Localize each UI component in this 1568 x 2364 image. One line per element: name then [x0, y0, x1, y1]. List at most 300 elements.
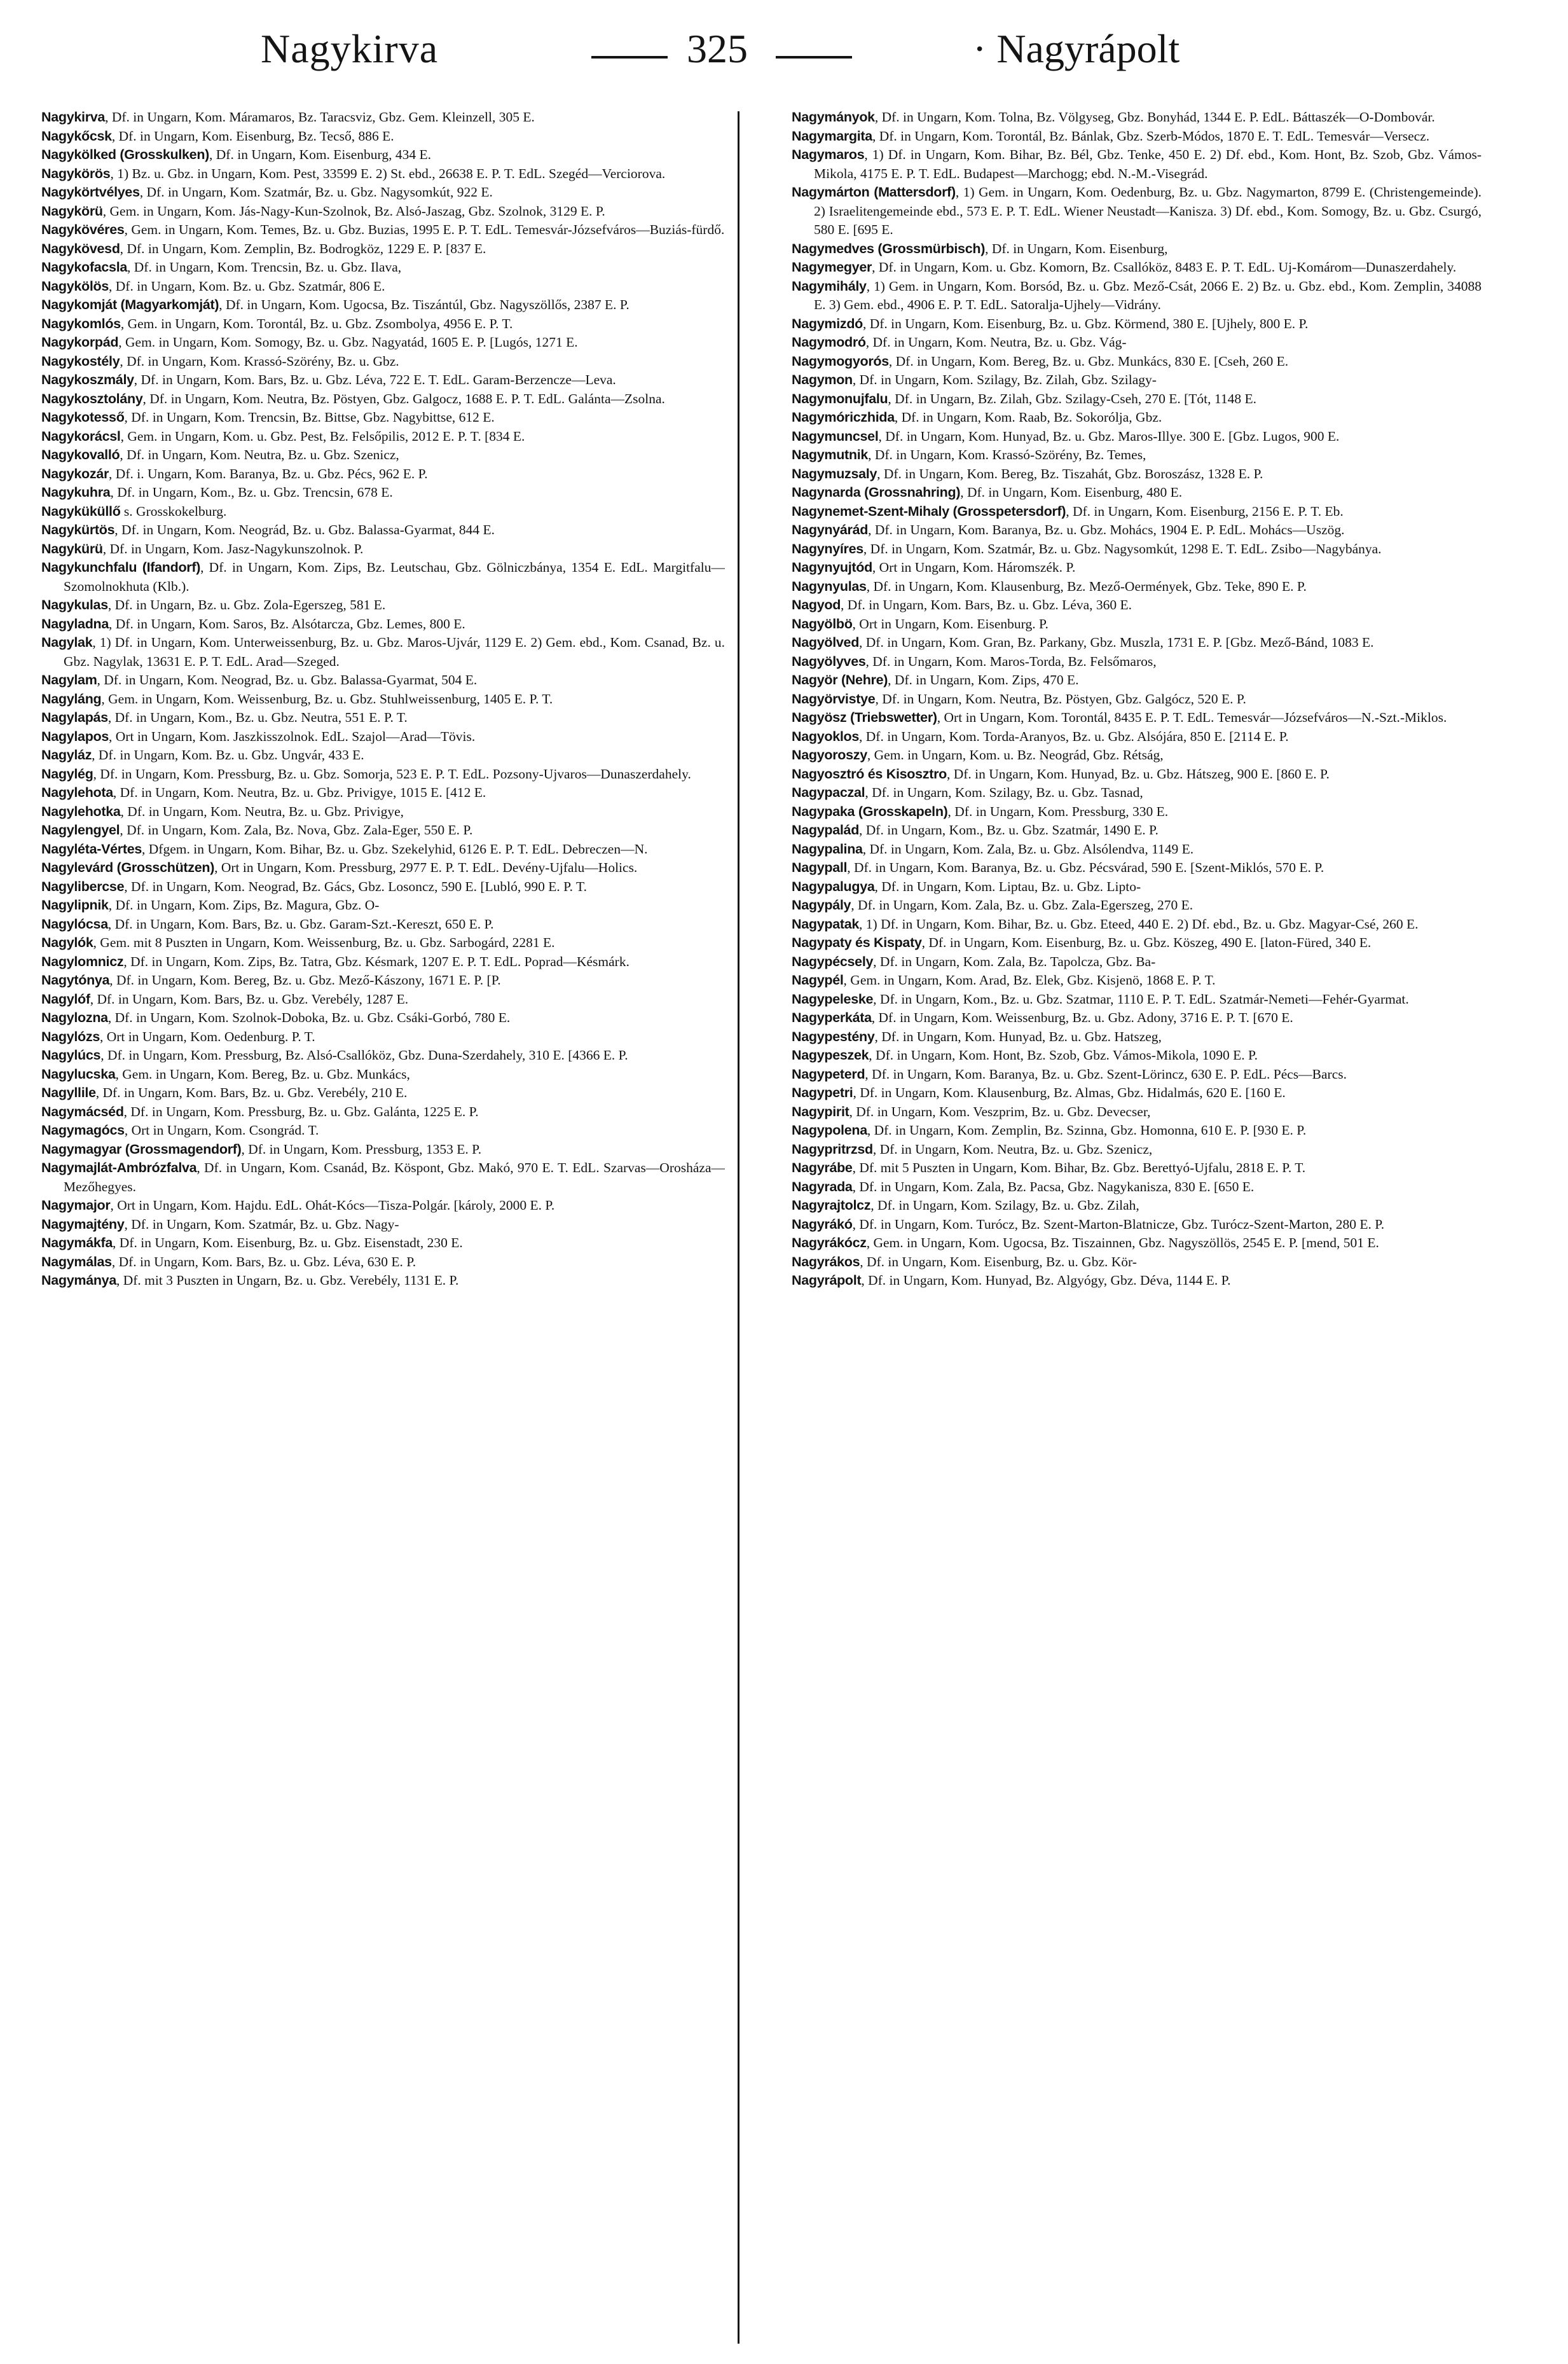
- gazetteer-entry: [6, 465, 725, 484]
- entry-description: , Df. in Ungarn, Kom. Szilagy, Bz. u. Gbz. Tasnad,: [865, 785, 1143, 800]
- entry-headword: Nagymajor: [41, 1198, 111, 1213]
- entry-description: , Df. in Ungarn, Kom. Hunyad, Bz. u. Gbz. Hátszeg, 900 E. [860 E. P.: [947, 766, 1330, 782]
- entry-headword: Nagyölved: [792, 635, 860, 650]
- entry-headword: Nagyölyves: [792, 653, 866, 669]
- entry-description: , Ort in Ungarn, Kom. Oedenburg. P. T.: [100, 1028, 315, 1044]
- entry-description: , Df. in Ungarn, Kom. Bars, Bz. u. Gbz. Léva, 360 E.: [841, 597, 1132, 612]
- entry-headword: Nagypeleske: [792, 991, 874, 1007]
- entry-headword: Nagylucska: [41, 1066, 116, 1082]
- gazetteer-entry: [757, 352, 1482, 371]
- entry-description: , Df. in Ungarn, Kom. Szilagy, Bz. u. Gbz. Zilah,: [870, 1198, 1139, 1213]
- entry-description: , Ort in Ungarn, Kom. Háromszék. P.: [872, 560, 1076, 575]
- entry-description: , Df. in Ungarn, Kom. Szilagy, Bz. Zilah, Gbz. Szilagy-: [852, 372, 1157, 387]
- entry-description: , Ort in Ungarn, Kom. Pressburg, 2977 E. P. T. EdL. Devény-Ujfalu—Holics.: [214, 860, 638, 875]
- entry-description: , Df. in Ungarn, Kom. Bars, Bz. u. Gbz. Léva, 722 E. T. EdL. Garam-Berzencze—Leva.: [134, 372, 616, 387]
- entry-description: , 1) Df. in Ungarn, Kom. Bihar, Bz. Bél, Gbz. Tenke, 450 E. 2) Df. ebd., Kom. Hont, Bz. Szob, Gbz. Vámos-Mikola, 4175 E. P. T. EdL. Budapest—Marchogg; ebd. N.-M.-Visegrád.: [814, 147, 1482, 181]
- entry-headword: Nagymon: [792, 372, 853, 387]
- entry-headword: Nagymánya: [41, 1273, 116, 1288]
- gazetteer-entry: [757, 934, 1482, 953]
- page-header: [0, 25, 1568, 95]
- gazetteer-entry: [6, 258, 725, 277]
- gazetteer-entry: [757, 315, 1482, 334]
- entry-headword: Nagykostély: [41, 353, 120, 369]
- gazetteer-entry: [757, 765, 1482, 784]
- gazetteer-entry: [6, 108, 725, 127]
- entry-description: , Gem. mit 8 Puszten in Ungarn, Kom. Weissenburg, Bz. u. Gbz. Sarbogárd, 2281 E.: [93, 935, 555, 950]
- gazetteer-entry: [757, 784, 1482, 803]
- gazetteer-entry: [757, 183, 1482, 240]
- entry-headword: Nagykörtvélyes: [41, 184, 140, 200]
- entry-headword: Nagylapos: [41, 728, 109, 744]
- entry-description: , Df. in Ungarn, Kom. Turócz, Bz. Szent-Marton-Blatnicze, Gbz. Turócz-Szent-Marton, 280 E. P.: [852, 1216, 1385, 1232]
- entry-headword: Nagykürtös: [41, 522, 115, 537]
- gazetteer-entry: [6, 859, 725, 878]
- gazetteer-entry: [6, 990, 725, 1009]
- entry-description: , Df. in Ungarn, Kom. Zips, Bz. Tatra, Gbz. Késmark, 1207 E. P. T. EdL. Poprad—Késmárk.: [123, 953, 629, 969]
- entry-headword: Nagyoklos: [792, 728, 860, 744]
- entry-headword: Nagymányok: [792, 109, 875, 125]
- entry-description: , Df. in Ungarn, Kom. Bars, Bz. u. Gbz. Verebély, 210 E.: [95, 1085, 408, 1100]
- entry-description: , Df. in Ungarn, Kom. Csanád, Bz. Köspont, Gbz. Makó, 970 E. T. EdL. Szarvas—Orosháza—Mezőhegyes.: [64, 1160, 725, 1194]
- entry-headword: Nagyod: [792, 597, 841, 612]
- entry-headword: Nagyrada: [792, 1179, 853, 1194]
- entry-description: , Df. in Ungarn, Bz. Zilah, Gbz. Szilagy-Cseh, 270 E. [Tót, 1148 E.: [888, 391, 1256, 406]
- entry-description: , Df. in Ungarn, Kom. Krassó-Szörény, Bz. Temes,: [868, 447, 1146, 462]
- gazetteer-entry: [6, 502, 725, 522]
- gazetteer-entry: [6, 633, 725, 671]
- entry-headword: Nagymutnik: [792, 447, 869, 462]
- entry-headword: Nagypály: [792, 897, 851, 913]
- gazetteer-entry: [6, 1028, 725, 1047]
- entry-headword: Nagykomlós: [41, 315, 121, 331]
- entry-description: , Df. in Ungarn, Kom. Pressburg, Bz. u. Gbz. Somorja, 523 E. P. T. EdL. Pozsony-Ujvaros—Dunaszerdahely.: [93, 766, 691, 782]
- entry-description: , Df. in Ungarn, Kom. Eisenburg, 434 E.: [209, 147, 431, 162]
- gazetteer-entry: [6, 315, 725, 334]
- entry-headword: Nagylóf: [41, 991, 90, 1007]
- entry-headword: Nagylók: [41, 935, 93, 950]
- entry-headword: Nagykölked (Grosskulken): [41, 147, 210, 162]
- entry-description: , Df. in Ungarn, Kom. Zemplin, Bz. Szinna, Gbz. Homonna, 610 E. P. [930 E. P.: [867, 1123, 1307, 1138]
- entry-headword: Nagypél: [792, 972, 844, 988]
- entry-headword: Nagypalád: [792, 822, 860, 838]
- entry-description: , Ort in Ungarn, Kom. Hajdu. EdL. Ohát-Kócs—Tisza-Polgár. [károly, 2000 E. P.: [110, 1198, 555, 1213]
- entry-description: , Df. in Ungarn, Kom. Hunyad, Bz. Algyógy, Gbz. Déva, 1144 E. P.: [861, 1273, 1231, 1288]
- gazetteer-entry: [6, 558, 725, 596]
- gazetteer-entry: [757, 878, 1482, 897]
- entry-description: , Df. in Ungarn, Kom. Máramaros, Bz. Taracsviz, Gbz. Gem. Kleinzell, 305 E.: [105, 109, 535, 125]
- entry-description: , Df. in Ungarn, Kom. Szatmár, Bz. u. Gbz. Nagysomkút, 922 E.: [139, 184, 493, 200]
- gazetteer-entry: [757, 558, 1482, 577]
- entry-description: , Ort in Ungarn, Kom. Eisenburg. P.: [852, 616, 1049, 632]
- gazetteer-entry: [757, 1121, 1482, 1140]
- entry-description: , Df. in Ungarn, Kom. Zips, Bz. Leutschau, Gbz. Gölniczbánya, 1354 E. EdL. Margitfalu—Szomolnokhuta (Klb.).: [64, 560, 725, 594]
- gazetteer-entry: [6, 390, 725, 409]
- entry-description: , Df. in Ungarn, Kom. Klausenburg, Bz. Mező-Oermények, Gbz. Teke, 890 E. P.: [866, 578, 1307, 594]
- entry-description: , Df. in Ungarn, Kom. Neograd, Bz. Gács, Gbz. Losoncz, 590 E. [Lubló, 990 E. P. T.: [124, 878, 587, 894]
- entry-headword: Nagyölbö: [792, 616, 853, 632]
- running-head-first-entry: Nagykirva: [261, 26, 439, 71]
- entry-description: , Df. in Ungarn, Kom. Zala, Bz. u. Gbz. Alsólendva, 1149 E.: [862, 841, 1194, 857]
- entry-description: , Df. in Ungarn, Kom., Bz. u. Gbz. Szatmar, 1110 E. P. T. EdL. Szatmár-Nemeti—Fehér-Gyarmat.: [873, 991, 1409, 1007]
- gazetteer-entry: [757, 633, 1482, 653]
- gazetteer-entry: [757, 465, 1482, 484]
- entry-headword: Nagykulas: [41, 597, 108, 612]
- gazetteer-entry: [757, 1028, 1482, 1047]
- entry-headword: Nagykunchfalu (Ifandorf): [41, 560, 201, 575]
- gazetteer-entry: [6, 915, 725, 934]
- column-divider: [738, 111, 739, 2344]
- gazetteer-entry: [6, 371, 725, 390]
- entry-headword: Nagymálas: [41, 1254, 112, 1269]
- gazetteer-entry: [6, 690, 725, 709]
- entry-description: , Df. in Ungarn, Bz. u. Gbz. Zola-Egerszeg, 581 E.: [107, 597, 386, 612]
- entry-headword: Nagymácséd: [41, 1103, 124, 1119]
- gazetteer-entry: [757, 915, 1482, 934]
- entry-headword: Nagyrákó: [792, 1216, 853, 1232]
- entry-description: , Df. in Ungarn, Kom. Tolna, Bz. Völgyseg, Gbz. Bonyhád, 1344 E. P. EdL. Báttaszék—O-Dombovár.: [874, 109, 1435, 125]
- gazetteer-entry: [757, 859, 1482, 878]
- gazetteer-entry: [757, 690, 1482, 709]
- entry-headword: Nagykosztolány: [41, 391, 143, 406]
- gazetteer-entry: [757, 333, 1482, 352]
- gazetteer-entry: [6, 521, 725, 540]
- entry-description: , Df. in Ungarn, Kom. Bz. u. Gbz. Szatmár, 806 E.: [109, 278, 385, 294]
- gazetteer-entry: [6, 221, 725, 240]
- gazetteer-entry: [6, 1009, 725, 1028]
- entry-description: , Df. in Ungarn, Kom. Pressburg, Bz. u. Gbz. Galánta, 1225 E. P.: [123, 1103, 479, 1119]
- entry-headword: Nagyladna: [41, 616, 109, 632]
- entry-description: , Df. mit 5 Puszten in Ungarn, Kom. Bihar, Bz. Gbz. Berettyó-Ujfalu, 2818 E. P. T.: [852, 1160, 1306, 1175]
- entry-headword: Nagypolena: [792, 1123, 867, 1138]
- entry-headword: Nagylevárd (Grosschützen): [41, 860, 215, 875]
- gazetteer-entry: [6, 146, 725, 165]
- entry-description: , Df. in Ungarn, Kom. Bereg, Bz. u. Gbz. Mező-Kászony, 1671 E. P. [P.: [109, 972, 501, 988]
- entry-description: , 1) Df. in Ungarn, Kom. Bihar, Bz. u. Gbz. Eteed, 440 E. 2) Df. ebd., Bz. u. Gbz. Magyar-Csé, 260 E.: [859, 916, 1419, 932]
- gazetteer-entry: [6, 1065, 725, 1084]
- entry-headword: Nagymárton (Mattersdorf): [792, 184, 956, 200]
- gazetteer-entry: [757, 1234, 1482, 1253]
- entry-headword: Nagymóriczhida: [792, 410, 895, 425]
- entry-headword: Nagymogyorós: [792, 353, 889, 369]
- entry-description: , Ort in Ungarn, Kom. Torontál, 8435 E. P. T. EdL. Temesvár—Józsefváros—N.-Szt.-Miklos.: [937, 710, 1447, 725]
- entry-description: , Df. in Ungarn, Kom. Baranya, Bz. u. Gbz. Pécsvárad, 590 E. [Szent-Miklós, 570 E. P.: [847, 860, 1324, 875]
- entry-headword: Nagykőcsk: [41, 128, 112, 144]
- gazetteer-entry: [6, 165, 725, 184]
- entry-headword: Nagyör (Nehre): [792, 672, 888, 688]
- gazetteer-entry: [6, 1234, 725, 1253]
- entry-description: , Df. in Ungarn, Kom. Bars, Bz. u. Gbz. Léva, 630 E. P.: [111, 1254, 416, 1269]
- entry-headword: Nagykovalló: [41, 447, 120, 462]
- gazetteer-entry: [757, 1084, 1482, 1103]
- entry-headword: Nagypatak: [792, 916, 860, 932]
- gazetteer-entry: [6, 671, 725, 690]
- entry-description: , Df. in Ungarn, Kom. Raab, Bz. Sokorólja, Gbz.: [894, 410, 1162, 425]
- entry-headword: Nagymodró: [792, 335, 866, 350]
- gazetteer-entry: [757, 1065, 1482, 1084]
- entry-headword: Nagymajlát-Ambrózfalva: [41, 1160, 197, 1175]
- gazetteer-entry: [6, 1215, 725, 1234]
- entry-description: , Df. in Ungarn, Kom. Jasz-Nagykunszolnok. P.: [102, 541, 364, 556]
- entry-headword: Nagypaty és Kispaty: [792, 935, 922, 950]
- entry-headword: Nagylég: [41, 766, 93, 782]
- entry-headword: Nagymonujfalu: [792, 391, 888, 406]
- entry-description: , Df. in Ungarn, Kom. Szatmár, Bz. u. Gbz. Nagysomkút, 1298 E. T. EdL. Zsibo—Nagybánya.: [863, 541, 1382, 556]
- entry-headword: Nagymagyar (Grossmagendorf): [41, 1141, 242, 1157]
- gazetteer-entry: [757, 1178, 1482, 1197]
- gazetteer-entry: [6, 352, 725, 371]
- entry-headword: Nagynyujtód: [792, 560, 872, 575]
- entry-description: , Df. in Ungarn, Kom. Zala, Bz. Pacsa, Gbz. Nagykanisza, 830 E. [650 E.: [852, 1179, 1255, 1194]
- entry-headword: Nagylozna: [41, 1010, 108, 1025]
- entry-headword: Nagynyulas: [792, 578, 867, 594]
- entry-description: , Df. in Ungarn, Kom. Zala, Bz. u. Gbz. Zala-Egerszeg, 270 E.: [851, 897, 1193, 913]
- gazetteer-entry: [6, 127, 725, 146]
- entry-description: , Df. in Ungarn, Kom. Neutra, Bz. u. Gbz. Vág-: [865, 335, 1127, 350]
- gazetteer-entry: [6, 408, 725, 427]
- entry-description: , Gem. in Ungarn, Kom. Ugocsa, Bz. Tiszainnen, Gbz. Nagyszöllös, 2545 E. P. [mend, 501 E.: [866, 1235, 1379, 1250]
- entry-headword: Nagynyárád: [792, 522, 869, 537]
- entry-description: , Ort in Ungarn, Kom. Csongrád. T.: [124, 1123, 319, 1138]
- entry-description: , Df. in Ungarn, Kom. Pressburg, 330 E.: [947, 803, 1169, 819]
- gazetteer-entry: [6, 953, 725, 972]
- entry-headword: Nagykorpád: [41, 335, 119, 350]
- gazetteer-entry: [757, 127, 1482, 146]
- entry-description: , Df. in Ungarn, Kom. Maros-Torda, Bz. Felsőmaros,: [865, 653, 1157, 669]
- entry-headword: Nagylomnicz: [41, 953, 124, 969]
- entry-headword: Nagylózs: [41, 1028, 100, 1044]
- gazetteer-entry: [757, 1196, 1482, 1215]
- entry-headword: Nagymákfa: [41, 1235, 113, 1250]
- gazetteer-entry: [757, 1009, 1482, 1028]
- entry-headword: Nagypeszek: [792, 1047, 869, 1063]
- entry-description: s. Grosskokelburg.: [120, 503, 227, 519]
- entry-headword: Nagypestény: [792, 1028, 875, 1044]
- header-dash-right: [776, 56, 852, 59]
- entry-headword: Nagylengyel: [41, 822, 120, 838]
- entry-description: , Df. in Ungarn, Kom. Neutra, Bz. u. Gbz. Privigye, 1015 E. [412 E.: [113, 785, 486, 800]
- entry-description: , Df. in Ungarn, Kom. Eisenburg, 2156 E. P. T. Eb.: [1066, 503, 1344, 519]
- entry-description: , Df. in Ungarn, Kom. Pressburg, 1353 E. P.: [241, 1141, 482, 1157]
- entry-description: , Df. in Ungarn, Kom. Eisenburg, Bz. u. Gbz. Kör-: [860, 1254, 1137, 1269]
- left-column: [6, 108, 725, 2347]
- entry-description: , Gem. in Ungarn, Kom. Weissenburg, Bz. u. Gbz. Stuhlweissenburg, 1405 E. P. T.: [101, 691, 553, 707]
- entry-description: , Df. in Ungarn, Kom. Eisenburg, Bz. Tecső, 886 E.: [111, 128, 394, 144]
- entry-description: , Gem. in Ungarn, Kom. u. Gbz. Pest, Bz. Felsőpilis, 2012 E. P. T. [834 E.: [120, 428, 525, 444]
- entry-description: , Df. in Ungarn, Kom. Hont, Bz. Szob, Gbz. Vámos-Mikola, 1090 E. P.: [869, 1047, 1258, 1063]
- gazetteer-entry: [6, 240, 725, 259]
- entry-description: , Gem. in Ungarn, Kom. u. Bz. Neográd, Gbz. Rétság,: [867, 747, 1164, 763]
- gazetteer-entry: [6, 596, 725, 615]
- gazetteer-entry: [757, 615, 1482, 634]
- entry-description: , Df. in Ungarn, Kom., Bz. u. Gbz. Neutra, 551 E. P. T.: [107, 710, 408, 725]
- gazetteer-entry: [757, 1046, 1482, 1065]
- entry-headword: Nagymargita: [792, 128, 872, 144]
- gazetteer-entry: [757, 258, 1482, 277]
- entry-headword: Nagykomját (Magyarkomját): [41, 297, 219, 312]
- gazetteer-entry: [757, 1103, 1482, 1122]
- entry-headword: Nagypalugya: [792, 878, 875, 894]
- entry-headword: Nagypetri: [792, 1085, 853, 1100]
- entry-description: , Df. in Ungarn, Kom. Eisenburg, Bz. u. Gbz. Köszeg, 490 E. [laton-Füred, 340 E.: [921, 935, 1372, 950]
- entry-description: , 1) Df. in Ungarn, Kom. Unterweissenburg, Bz. u. Gbz. Maros-Ujvár, 1129 E. 2) Gem. ebd., Kom. Csanad, Bz. u. Gbz. Nagylak, 13631 E. P. T. EdL. Arad—Szeged.: [64, 635, 725, 669]
- entry-description: , Df. in Ungarn, Kom. Torda-Aranyos, Bz. u. Gbz. Alsójára, 850 E. [2114 E. P.: [859, 728, 1289, 744]
- gazetteer-entry: [6, 896, 725, 915]
- gazetteer-entry: [757, 821, 1482, 840]
- entry-headword: Nagykoszmály: [41, 372, 134, 387]
- gazetteer-entry: [6, 878, 725, 897]
- entry-description: , Df. in Ungarn, Kom. Trencsin, Bz. u. Gbz. Ilava,: [127, 259, 402, 275]
- gazetteer-entry: [757, 746, 1482, 765]
- gazetteer-entry: [757, 1253, 1482, 1272]
- entry-headword: Nagymedves (Grossmürbisch): [792, 240, 986, 256]
- gazetteer-entry: [757, 427, 1482, 446]
- gazetteer-entry: [757, 671, 1482, 690]
- entry-description: , Dfgem. in Ungarn, Kom. Bihar, Bz. u. Gbz. Szekelyhid, 6126 E. P. T. EdL. Debreczen—N.: [142, 841, 648, 857]
- entry-headword: Nagyrajtolcz: [792, 1198, 871, 1213]
- entry-headword: Nagykövéres: [41, 222, 125, 237]
- gazetteer-entry: [757, 240, 1482, 259]
- entry-headword: Nagykörü: [41, 203, 103, 219]
- entry-description: , Df. in Ungarn, Kom. Neutra, Bz. Pöstyen, Gbz. Galgócz, 520 E. P.: [875, 691, 1246, 707]
- entry-headword: Nagylócsa: [41, 916, 108, 932]
- entry-headword: Nagymajtény: [41, 1216, 125, 1232]
- entry-description: , Df. in Ungarn, Kom. Zala, Bz. Nova, Gbz. Zala-Eger, 550 E. P.: [120, 822, 473, 838]
- entry-headword: Nagypaka (Grosskapeln): [792, 803, 948, 819]
- gazetteer-entry: [6, 971, 725, 990]
- entry-headword: Nagyperkáta: [792, 1010, 872, 1025]
- entry-description: , Df. in Ungarn, Kom. u. Gbz. Komorn, Bz. Csallóköz, 8483 E. P. T. EdL. Uj-Komárom—Dunaszerdahely.: [872, 259, 1457, 275]
- entry-description: , Gem. in Ungarn, Kom. Somogy, Bz. u. Gbz. Nagyatád, 1605 E. P. [Lugós, 1271 E.: [118, 335, 578, 350]
- entry-headword: Nagykorácsl: [41, 428, 121, 444]
- gazetteer-entry: [6, 1253, 725, 1272]
- entry-headword: Nagypall: [792, 860, 848, 875]
- entry-headword: Nagymegyer: [792, 259, 872, 275]
- right-column: [757, 108, 1482, 2347]
- entry-headword: Nagykürü: [41, 541, 103, 556]
- entry-headword: Nagykuhra: [41, 485, 111, 500]
- gazetteer-entry: [6, 1084, 725, 1103]
- gazetteer-entry: [6, 709, 725, 728]
- entry-headword: Nagypeterd: [792, 1066, 865, 1082]
- entry-description: , Df. in Ungarn, Kom. Neutra, Bz. u. Gbz. Privigye,: [120, 803, 404, 819]
- entry-headword: Nagylak: [41, 635, 93, 650]
- gazetteer-entry: [757, 540, 1482, 559]
- entry-description: , Df. in Ungarn, Kom. Neutra, Bz. u. Gbz. Szenicz,: [872, 1141, 1153, 1157]
- entry-description: , Df. in Ungarn, Kom. Weissenburg, Bz. u. Gbz. Adony, 3716 E. P. T. [670 E.: [871, 1010, 1293, 1025]
- entry-headword: Nagyllile: [41, 1085, 96, 1100]
- entry-headword: Nagyküküllő: [41, 503, 121, 519]
- entry-headword: Nagynyíres: [792, 541, 863, 556]
- gazetteer-entry: [6, 728, 725, 747]
- gazetteer-entry: [757, 1140, 1482, 1159]
- gazetteer-entry: [6, 840, 725, 859]
- gazetteer-entry: [6, 183, 725, 202]
- entry-headword: Nagylipnik: [41, 897, 109, 913]
- gazetteer-entry: [6, 202, 725, 221]
- entry-description: , Df. in Ungarn, Kom. Bereg, Bz. Tiszahát, Gbz. Boroszász, 1328 E. P.: [877, 466, 1263, 481]
- entry-description: , Df. in Ungarn, Kom. Hunyad, Bz. u. Gbz. Hatszeg,: [874, 1028, 1162, 1044]
- gazetteer-entry: [757, 446, 1482, 465]
- entry-headword: Nagylúcs: [41, 1047, 101, 1063]
- gazetteer-entry: [6, 333, 725, 352]
- gazetteer-entry: [757, 990, 1482, 1009]
- entry-headword: Nagykotesső: [41, 410, 125, 425]
- gazetteer-entry: [757, 896, 1482, 915]
- gazetteer-entry: [757, 502, 1482, 522]
- gazetteer-entry: [6, 803, 725, 822]
- gazetteer-entry: [6, 1159, 725, 1196]
- entry-description: , Df. in Ungarn, Kom. Zemplin, Bz. Bodrogköz, 1229 E. P. [837 E.: [120, 240, 486, 256]
- entry-description: , Df. in Ungarn, Kom. Bz. u. Gbz. Ungvár, 433 E.: [92, 747, 364, 763]
- entry-headword: Nagymuzsaly: [792, 466, 877, 481]
- gazetteer-entry: [757, 1215, 1482, 1234]
- entry-headword: Nagymagócs: [41, 1123, 125, 1138]
- entry-description: , Df. in Ungarn, Kom. Zips, Bz. Magura, Gbz. O-: [108, 897, 380, 913]
- gazetteer-entry: [6, 821, 725, 840]
- gazetteer-entry: [757, 277, 1482, 315]
- entry-description: , 1) Gem. in Ungarn, Kom. Oedenburg, Bz. u. Gbz. Nagymarton, 8799 E. (Christengemeinde). 2) Israelitengemeinde ebd., 573 E. P. T. EdL. Wiener Neustadt—Kanisza. 3) Df. ebd., Kom. Somogy, Bz. u. Gbz. Csurgó, 580 E. [695 E.: [814, 184, 1482, 237]
- gazetteer-entry: [6, 765, 725, 784]
- gazetteer-entry: [757, 483, 1482, 502]
- entry-headword: Nagyrábe: [792, 1160, 853, 1175]
- entry-description: , Df. in Ungarn, Kom. Trencsin, Bz. Bittse, Gbz. Nagybittse, 612 E.: [124, 410, 495, 425]
- gazetteer-entry: [6, 483, 725, 502]
- gazetteer-entry: [757, 1159, 1482, 1178]
- entry-description: , Df. in Ungarn, Kom. Neograd, Bz. u. Gbz. Balassa-Gyarmat, 504 E.: [97, 672, 478, 688]
- entry-headword: Nagyoroszy: [792, 747, 867, 763]
- gazetteer-entry: [6, 1271, 725, 1290]
- entry-headword: Nagypaczal: [792, 785, 865, 800]
- gazetteer-entry: [6, 1196, 725, 1215]
- gazetteer-entry: [6, 277, 725, 296]
- entry-description: , Df. in Ungarn, Kom. Neutra, Bz. Pöstyen, Gbz. Galgocz, 1688 E. P. T. EdL. Galánta—Zsolna.: [142, 391, 665, 406]
- gazetteer-entry: [757, 521, 1482, 540]
- entry-description: , Df. in Ungarn, Kom. Klausenburg, Bz. Almas, Gbz. Hidalmás, 620 E. [160 E.: [853, 1085, 1286, 1100]
- entry-headword: Nagynarda (Grossnahring): [792, 485, 961, 500]
- gazetteer-entry: [757, 596, 1482, 615]
- entry-description: , 1) Gem. in Ungarn, Kom. Borsód, Bz. u. Gbz. Mező-Csát, 2066 E. 2) Bz. u. Gbz. ebd., Kom. Zemplin, 34088 E. 3) Gem. ebd., 4906 E. P. T. EdL. Satoralja-Ujhely—Vidrány.: [814, 278, 1482, 312]
- entry-description: , Df. in Ungarn, Kom. Zips, 470 E.: [888, 672, 1079, 688]
- entry-headword: Nagykövesd: [41, 240, 120, 256]
- gazetteer-entry: [6, 296, 725, 315]
- entry-description: , Df. in Ungarn, Kom. Veszprim, Bz. u. Gbz. Devecser,: [849, 1103, 1151, 1119]
- gazetteer-entry: [757, 146, 1482, 183]
- entry-description: , Gem. in Ungarn, Kom. Temes, Bz. u. Gbz. Buzias, 1995 E. P. T. EdL. Temesvár-Józsefváros—Buziás-fürdő.: [124, 222, 725, 237]
- gazetteer-entry: [757, 371, 1482, 390]
- entry-description: , Df. in Ungarn, Kom. Szatmár, Bz. u. Gbz. Nagy-: [124, 1216, 399, 1232]
- gazetteer-entry: [757, 577, 1482, 597]
- gazetteer-entry: [757, 390, 1482, 409]
- entry-description: , Df. in Ungarn, Kom. Baranya, Bz. u. Gbz. Szent-Lörincz, 630 E. P. EdL. Pécs—Barcs.: [865, 1066, 1347, 1082]
- entry-headword: Nagylibercse: [41, 878, 125, 894]
- entry-headword: Nagykozár: [41, 466, 109, 481]
- entry-headword: Nagylehotka: [41, 803, 121, 819]
- entry-description: , Df. in Ungarn, Kom. Hunyad, Bz. u. Gbz. Maros-Illye. 300 E. [Gbz. Lugos, 900 E.: [878, 428, 1340, 444]
- entry-description: , Ort in Ungarn, Kom. Jaszkisszolnok. EdL. Szajol—Arad—Tövis.: [109, 728, 476, 744]
- entry-headword: Nagymuncsel: [792, 428, 879, 444]
- entry-headword: Nagyosztró és Kisosztro: [792, 766, 947, 782]
- entry-description: , Df. in Ungarn, Kom. Bereg, Bz. u. Gbz. Munkács, 830 E. [Cseh, 260 E.: [888, 353, 1289, 369]
- running-head-last-entry: · Nagyrápolt: [973, 26, 1180, 71]
- gazetteer-entry: [6, 1121, 725, 1140]
- entry-description: , Df. in Ungarn, Kom., Bz. u. Gbz. Szatmár, 1490 E. P.: [859, 822, 1159, 838]
- gazetteer-entry: [6, 427, 725, 446]
- entry-headword: Nagyösz (Triebswetter): [792, 710, 937, 725]
- entry-description: , Df. in Ungarn, Kom. Eisenburg, Bz. u. Gbz. Eisenstadt, 230 E.: [113, 1235, 463, 1250]
- entry-headword: Nagynemet-Szent-Mihaly (Grosspetersdorf): [792, 503, 1066, 519]
- entry-description: , Df. in Ungarn, Kom. Baranya, Bz. u. Gbz. Mohács, 1904 E. P. EdL. Mohács—Uszög.: [868, 522, 1345, 537]
- entry-headword: Nagykörös: [41, 165, 111, 181]
